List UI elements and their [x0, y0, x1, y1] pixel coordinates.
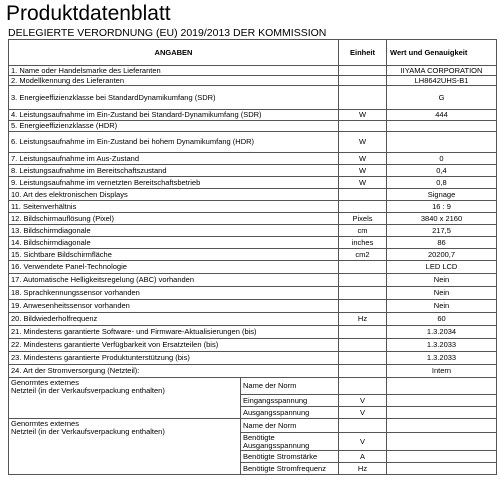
row-unit: Hz: [339, 313, 387, 326]
row-label: 19. Anwesenheitssensor vorhanden: [9, 300, 339, 313]
row-value: 217,5: [387, 225, 497, 237]
regulation-subtitle: DELEGIERTE VERORDNUNG (EU) 2019/2013 DER KOMMISSION: [8, 27, 327, 39]
psu-external-unit: V: [339, 433, 387, 451]
psu-external-label: [9, 419, 241, 475]
table-row: [9, 225, 497, 237]
psu-internal-field: Eingangsspannung: [241, 395, 339, 407]
row-label: 8. Leistungsaufnahme im Bereitschaftszustand: [9, 165, 339, 177]
row-unit: [339, 287, 387, 300]
row-value: 1.3.2033: [387, 339, 497, 352]
row-unit: [339, 352, 387, 365]
psu-internal-value: [387, 378, 497, 395]
table-row: [9, 339, 497, 352]
header-einheit: Einheit: [339, 40, 387, 66]
row-unit: [339, 76, 387, 86]
psu-external-field: Name der Norm: [241, 419, 339, 433]
row-unit: [339, 86, 387, 110]
row-unit: [339, 365, 387, 378]
row-label: 2. Modellkennung des Lieferanten: [9, 76, 339, 86]
row-label: 20. Bildwiederholfrequenz: [9, 313, 339, 326]
table-row: [9, 76, 497, 86]
row-value: 20200,7: [387, 249, 497, 261]
table-row: [9, 86, 497, 110]
row-value: 16 : 9: [387, 201, 497, 213]
table-row: [9, 261, 497, 274]
row-unit: W: [339, 132, 387, 153]
psu-internal-unit: [339, 378, 387, 395]
row-unit: W: [339, 177, 387, 189]
table-row: [9, 313, 497, 326]
row-value: 1.3.2033: [387, 352, 497, 365]
table-header-row: [9, 40, 497, 66]
row-unit: inches: [339, 237, 387, 249]
row-unit: [339, 121, 387, 132]
row-label: 15. Sichtbare Bildschirmfläche: [9, 249, 339, 261]
row-value: 86: [387, 237, 497, 249]
row-unit: [339, 66, 387, 76]
row-label: 4. Leistungsaufnahme im Ein-Zustand bei Standard-Dynamikumfang (SDR): [9, 110, 339, 121]
product-data-table: [8, 39, 497, 475]
document-title: Produktdatenblatt: [6, 2, 171, 25]
row-label: 7. Leistungsaufnahme im Aus-Zustand: [9, 153, 339, 165]
psu-internal-row: [9, 378, 497, 395]
table-row: [9, 189, 497, 201]
row-label: 13. Bildschirmdiagonale: [9, 225, 339, 237]
row-label: 24. Art der Stromversorgung (Netzteil):: [9, 365, 339, 378]
psu-internal-field: Ausgangsspannung: [241, 407, 339, 419]
row-value: 444: [387, 110, 497, 121]
psu-internal-label-line2: Netzteil (in der Verkaufsverpackung enthalten): [11, 386, 165, 395]
row-label: 12. Bildschirmauflösung (Pixel): [9, 213, 339, 225]
row-label: 16. Verwendete Panel-Technologie: [9, 261, 339, 274]
row-value: 1.3.2034: [387, 326, 497, 339]
row-value: 60: [387, 313, 497, 326]
table-row: [9, 66, 497, 76]
row-label: 14. Bildschirmdiagonale: [9, 237, 339, 249]
psu-internal-field: Name der Norm: [241, 378, 339, 395]
row-unit: cm: [339, 225, 387, 237]
header-angaben: ANGABEN: [9, 40, 339, 66]
row-label: 6. Leistungsaufnahme im Ein-Zustand bei hohem Dynamikumfang (HDR): [9, 132, 339, 153]
row-value: Nein: [387, 274, 497, 287]
row-value: IIYAMA CORPORATION: [387, 66, 497, 76]
row-unit: [339, 189, 387, 201]
row-value: Signage: [387, 189, 497, 201]
psu-external-value: [387, 463, 497, 475]
psu-internal-unit: V: [339, 407, 387, 419]
row-label: 21. Mindestens garantierte Software- und Firmware-Aktualisierungen (bis): [9, 326, 339, 339]
row-unit: cm2: [339, 249, 387, 261]
table-row: [9, 177, 497, 189]
row-unit: [339, 261, 387, 274]
psu-external-value: [387, 419, 497, 433]
row-value: 0,8: [387, 177, 497, 189]
row-unit: W: [339, 110, 387, 121]
psu-external-row: [9, 419, 497, 433]
table-row: [9, 237, 497, 249]
psu-external-value: [387, 433, 497, 451]
row-value: 0,4: [387, 165, 497, 177]
row-value: LH8642UHS-B1: [387, 76, 497, 86]
table-row: [9, 249, 497, 261]
row-value: Intern: [387, 365, 497, 378]
row-label: 18. Sprachkennungssensor vorhanden: [9, 287, 339, 300]
row-label: 17. Automatische Helligkeitsregelung (ABC) vorhanden: [9, 274, 339, 287]
row-unit: W: [339, 153, 387, 165]
row-label: 5. Energieeffizienzklasse (HDR): [9, 121, 339, 132]
row-label: 3. Energieeffizienzklasse bei StandardDynamikumfang (SDR): [9, 86, 339, 110]
row-label: 11. Seitenverhältnis: [9, 201, 339, 213]
row-value: Nein: [387, 287, 497, 300]
table-row: [9, 352, 497, 365]
psu-external-unit: [339, 419, 387, 433]
row-unit: W: [339, 165, 387, 177]
table-row: [9, 287, 497, 300]
row-value: 3840 x 2160: [387, 213, 497, 225]
table-row: [9, 213, 497, 225]
table-row: [9, 165, 497, 177]
psu-external-label-line1: Genormtes externes: [11, 419, 79, 428]
psu-internal-value: [387, 407, 497, 419]
row-label: 23. Mindestens garantierte Produktunterstützung (bis): [9, 352, 339, 365]
row-unit: Pixels: [339, 213, 387, 225]
row-unit: [339, 300, 387, 313]
table-row: [9, 274, 497, 287]
row-value: Nein: [387, 300, 497, 313]
row-unit: [339, 274, 387, 287]
row-label: 10. Art des elektronischen Displays: [9, 189, 339, 201]
table-row: [9, 201, 497, 213]
psu-internal-value: [387, 395, 497, 407]
psu-internal-label: [9, 378, 241, 419]
psu-external-unit: Hz: [339, 463, 387, 475]
psu-external-field: Benötigte Stromstärke: [241, 451, 339, 463]
row-unit: [339, 326, 387, 339]
psu-internal-unit: V: [339, 395, 387, 407]
row-value: [387, 121, 497, 132]
table-row: [9, 121, 497, 132]
row-unit: [339, 339, 387, 352]
row-label: 9. Leistungsaufnahme im vernetzten Bereitschaftsbetrieb: [9, 177, 339, 189]
row-value: G: [387, 86, 497, 110]
table-row: [9, 300, 497, 313]
table-row: [9, 132, 497, 153]
header-wert: Wert und Genauigkeit: [387, 40, 497, 66]
row-value: LED LCD: [387, 261, 497, 274]
row-value: [387, 132, 497, 153]
table-row: [9, 326, 497, 339]
psu-internal-label-line1: Genormtes externes: [11, 378, 79, 387]
row-value: 0: [387, 153, 497, 165]
table-row: [9, 153, 497, 165]
psu-external-field: Benötigte Stromfrequenz: [241, 463, 339, 475]
table-row: [9, 110, 497, 121]
table-row: [9, 365, 497, 378]
row-unit: [339, 201, 387, 213]
row-label: 1. Name oder Handelsmarke des Lieferanten: [9, 66, 339, 76]
psu-external-unit: A: [339, 451, 387, 463]
psu-external-field: Benötigte Ausgangsspannung: [241, 433, 339, 451]
row-label: 22. Mindestens garantierte Verfügbarkeit von Ersatzteilen (bis): [9, 339, 339, 352]
psu-external-value: [387, 451, 497, 463]
psu-external-label-line2: Netzteil (in der Verkaufsverpackung enthalten): [11, 427, 165, 436]
